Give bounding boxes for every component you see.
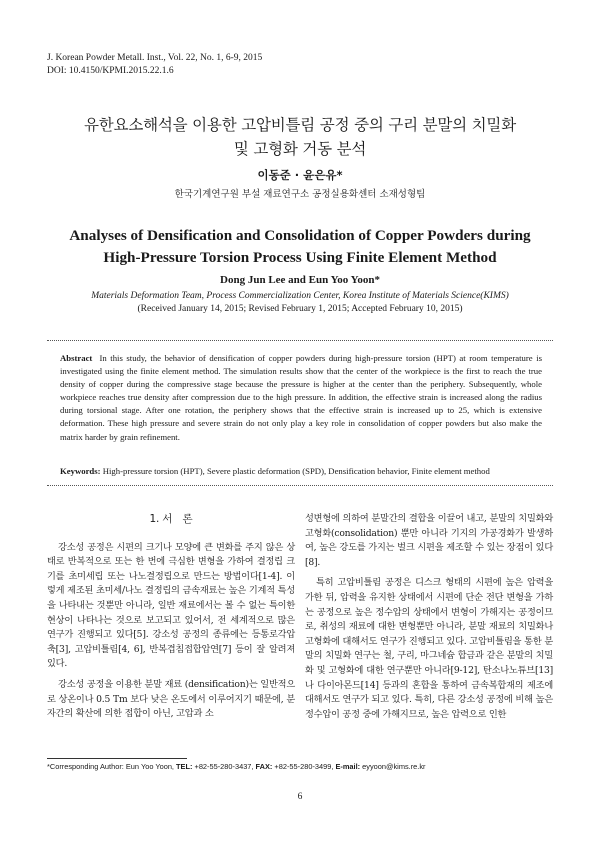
footnote-email: eyyoon@kims.re.kr [360,762,426,771]
abstract-text: In this study, the behavior of densification of copper powders during high-pressure torsion (HPT) at room temperature is investigated using the finite element method. The simulation results show that the center of the workpiece is the first to reach the true density of copper during the compressive stage because the pressure is higher at the center than the periphery. Subsequently, whole workpiece reaches true density after compression due to the high pressure. In addition, the effective strain is increased along the radius during torsional stage. After one rotation, the periphery shows that the effective strain is increased up to 25, which is extensive deformation. These high pressure and severe strain do not only play a key role in consolidation of copper powders but also make the matrix harder by grain refinement. [60,353,543,442]
journal-citation: J. Korean Powder Metall. Inst., Vol. 22, No. 1, 6-9, 2015 [47,53,263,63]
body-paragraph: 특히 고압비틀림 공정은 디스크 형태의 시편에 높은 압력을 가한 뒤, 압력을 유지한 상태에서 시편에 단순 전단 변형을 가하는 공정으로 높은 정수압의 상태에서 변형이 가해지는 공정이므로, 취성의 재료에 대한 변형뿐만 아니라, 분말 재료의 치밀화나 고형화에 대해서도 연구가 진행되고 있다. 고압비틀림을 통한 분말의 치밀화 연구는 철, 구리, 마그네슘 합금과 같은 분말의 치밀화 및 고형화에 대한 연구뿐만 아니라[9-12], 탄소나노튜브[13]나 다이아몬드[14] 등과의 혼합을 통하여 금속복합재의 제조에 대해서도 연구가 되고 있다. 특히, 다른 강소성 공정에 비해 높은 정수압이 공정 중에 가해지므로, 높은 압력으로 인한 [305,577,553,720]
journal-doi: DOI: 10.4150/KPMI.2015.22.1.6 [47,66,174,76]
page-number: 6 [297,792,303,802]
english-title-line1: Analyses of Densification and Consolidation of Copper Powders during [69,227,531,244]
footnote-author: *Corresponding Author: Eun Yoo Yoon, [47,762,177,771]
footnote-fax: +82-55-280-3499, [272,762,336,771]
keywords-label: Keywords: [60,466,101,476]
keywords [60,465,542,478]
abstract-label: Abstract [60,353,93,363]
submission-dates: (Received January 14, 2015; Revised February 1, 2015; Accepted February 10, 2015) [137,304,463,314]
korean-title-line1: 유한요소해석을 이용한 고압비틀림 공정 중의 구리 분말의 치밀화 [84,116,516,134]
korean-title-line2: 및 고형화 거동 분석 [233,140,367,158]
body-paragraph: 성변형에 의하여 분말간의 결합을 이끌어 내고, 분말의 치밀화와 고형화(consolidation) 뿐만 아니라 기지의 가공경화가 발생하여, 높은 강도를 가지는 벌크 시편을 제조할 수 있는 장점이 있다[8]. [305,513,553,568]
english-authors: Dong Jun Lee and Eun Yoo Yoon* [220,274,380,286]
body-column-right [305,512,553,722]
body-column-left [47,512,295,722]
english-title [40,225,560,269]
corresponding-author-footnote [47,762,557,771]
english-affiliation: Materials Deformation Team, Process Commercialization Center, Korea Institute of Materials Science(KIMS) [91,291,509,301]
english-title-line2: High-Pressure Torsion Process Using Finite Element Method [103,249,497,266]
abstract-top-rule [47,340,553,341]
footnote-tel-label: TEL: [176,762,193,771]
abstract [60,352,542,444]
footnote-tel: +82-55-280-3437, [192,762,256,771]
journal-header [47,52,262,78]
footnote-email-label: E-mail: [335,762,361,771]
body-paragraph: 강소성 공정을 이용한 분말 재료 (densification)는 일반적으로 상온이나 0.5 Tm 보다 낮은 온도에서 이루어지기 때문에, 분자간의 확산에 의한 접합이 아닌, 고압과 소 [47,678,295,720]
body-paragraph: 강소성 공정은 시편의 크기나 모양에 큰 변화를 주지 않은 상태로 반복적으로 또는 한 번에 극심한 변형을 가하여 결정립 크기를 초미세립 또는 나노결정립으로 만드는 방법이다[1-4]. 이렇게 제조된 초미세/나노 결정립의 금속재료는 높은 기계적 특성을 나타내는 것뿐만 아니라, 일반 재료에서는 볼 수 없는 특이한 현상이 나타나는 것으로 보고되고 있어서, 전 세계적으로 많은 연구가 진행되고 있다[5]. 강소성 공정의 종류에는 등통로각압축[3], 고압비틀림[4, 6], 반복겹침접합압연[7] 등이 잘 알려져 있다. [47,541,295,670]
footnote-fax-label: FAX: [255,762,273,771]
abstract-bottom-rule [47,485,553,486]
keywords-text: High-pressure torsion (HPT), Severe plastic deformation (SPD), Densification behavior, Finite element method [102,466,490,476]
section-heading-introduction: 1. 서 론 [149,513,193,525]
korean-title [40,113,560,161]
korean-authors: 이동준 · 윤은유* [257,168,343,182]
korean-affiliation: 한국기계연구원 부설 재료연구소 공정실용화센터 소재성형팀 [174,189,426,200]
footnote-rule [47,758,187,759]
